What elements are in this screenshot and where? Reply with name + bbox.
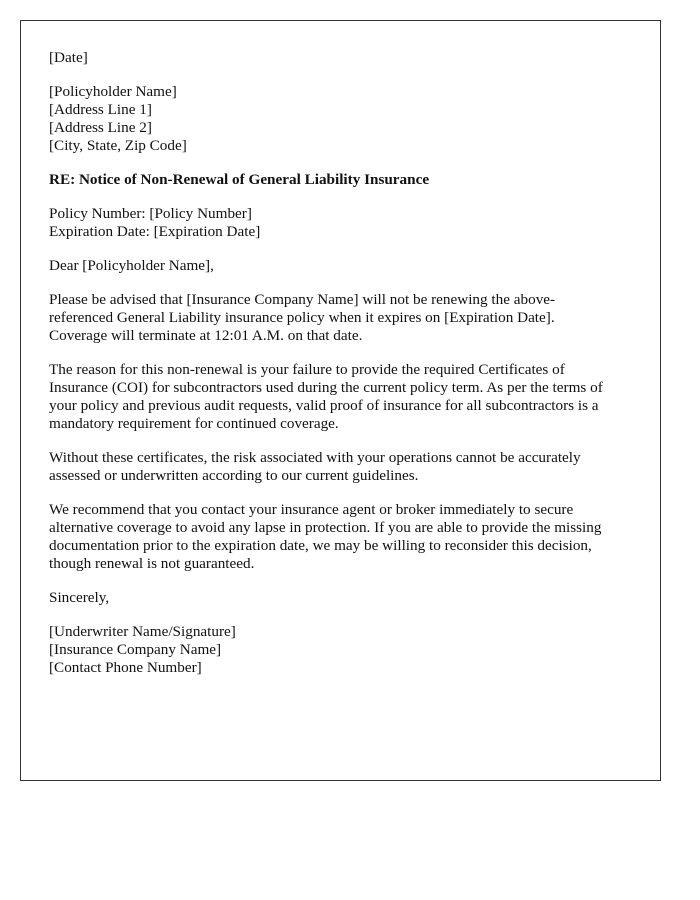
recipient-city-state-zip: [City, State, Zip Code]	[49, 137, 187, 154]
policy-info-block	[49, 205, 632, 241]
recipient-address-line-2: [Address Line 2]	[49, 119, 152, 136]
closing-block	[49, 589, 632, 607]
letter-page	[20, 20, 661, 781]
letter-date: [Date]	[49, 49, 88, 66]
paragraph-line: Without these certificates, the risk associated with your operations cannot be accurately	[49, 449, 581, 466]
recipient-name: [Policyholder Name]	[49, 83, 177, 100]
paragraph-line: alternative coverage to avoid any lapse in protection. If you are able to provide the missing	[49, 519, 602, 536]
subject-block	[49, 171, 632, 189]
paragraph-line: Insurance (COI) for subcontractors used during the current policy term. As per the terms of	[49, 379, 603, 396]
signature-phone: [Contact Phone Number]	[49, 659, 202, 676]
paragraph-line: The reason for this non-renewal is your failure to provide the required Certificates of	[49, 361, 565, 378]
paragraph-line: assessed or underwritten according to our current guidelines.	[49, 467, 419, 484]
paragraph-line: Coverage will terminate at 12:01 A.M. on that date.	[49, 327, 363, 344]
signature-name: [Underwriter Name/Signature]	[49, 623, 236, 640]
salutation-block	[49, 257, 632, 275]
signature-company: [Insurance Company Name]	[49, 641, 222, 658]
paragraph-line: your policy and previous audit requests, valid proof of insurance for all subcontractors is a	[49, 397, 599, 414]
paragraph-line: Please be advised that [Insurance Company Name] will not be renewing the above-	[49, 291, 556, 308]
paragraph-line: referenced General Liability insurance policy when it expires on [Expiration Date].	[49, 309, 555, 326]
paragraph-risk	[49, 449, 632, 485]
recipient-address-block	[49, 83, 632, 155]
closing: Sincerely,	[49, 589, 110, 606]
policy-number: Policy Number: [Policy Number]	[49, 205, 252, 222]
paragraph-line: mandatory requirement for continued coverage.	[49, 415, 339, 432]
paragraph-recommendation	[49, 501, 632, 573]
paragraph-line: though renewal is not guaranteed.	[49, 555, 255, 572]
expiration-date: Expiration Date: [Expiration Date]	[49, 223, 261, 240]
date-block	[49, 49, 632, 67]
paragraph-non-renewal-notice	[49, 291, 632, 345]
salutation: Dear [Policyholder Name],	[49, 257, 214, 274]
recipient-address-line-1: [Address Line 1]	[49, 101, 152, 118]
signature-block	[49, 623, 632, 677]
paragraph-line: We recommend that you contact your insurance agent or broker immediately to secure	[49, 501, 574, 518]
paragraph-reason	[49, 361, 632, 433]
paragraph-line: documentation prior to the expiration date, we may be willing to reconsider this decision,	[49, 537, 592, 554]
subject-line: RE: Notice of Non-Renewal of General Liability Insurance	[49, 171, 430, 188]
